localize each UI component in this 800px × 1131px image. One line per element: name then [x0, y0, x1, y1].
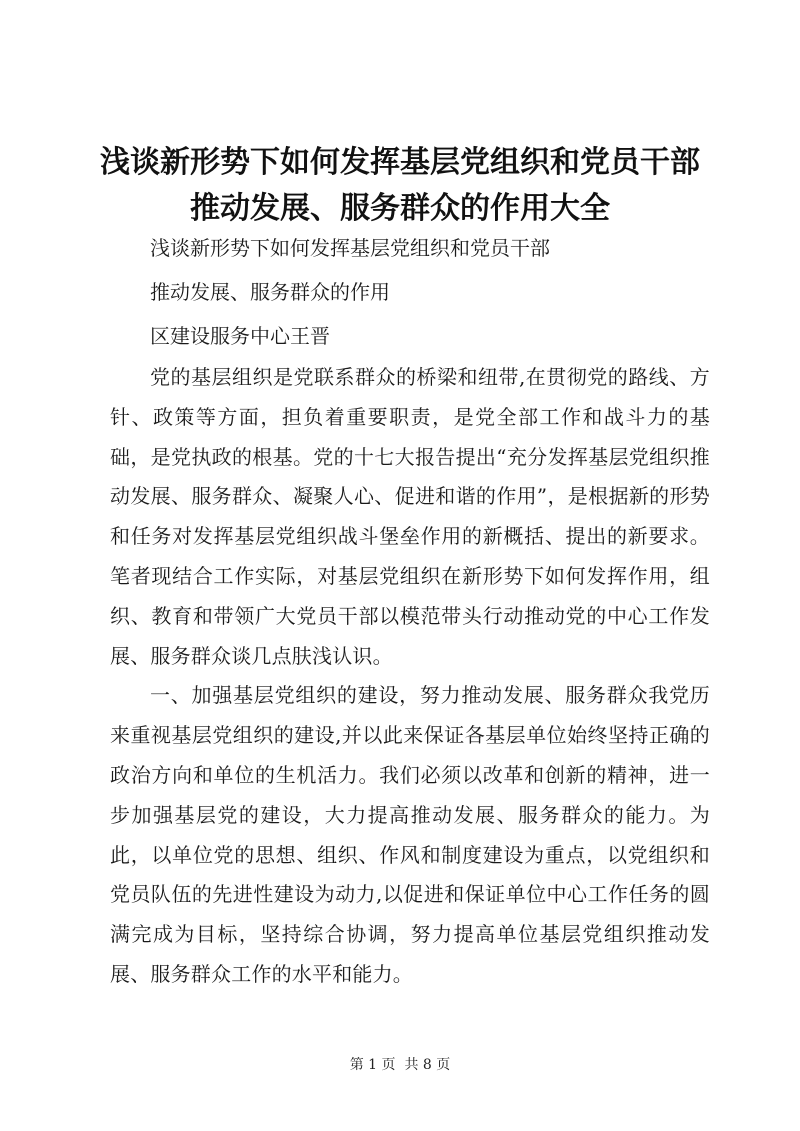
- title-line-2: 推动发展、服务群众的作用大全: [190, 191, 610, 226]
- paragraph-intro: 党的基层组织是党联系群众的桥梁和纽带,在贯彻党的路线、方针、政策等方面，担负着重要职责，是党全部工作和战斗力的基础，是党执政的根基。党的十七大报告提出“充分发挥基层党组织推动发展、服务群众、凝聚人心、促进和谐的作用”，是根据新的形势和任务对发挥基层党组织战斗堡垒作用的新概括、提出的新要求。笔者现结合工作实际，对基层党组织在新形势下如何发挥作用，组织、教育和带领广大党员干部以模范带头行动推动党的中心工作发展、服务群众谈几点肤浅认识。: [110, 365, 710, 668]
- document-title: [60, 140, 740, 232]
- title-line-1: 浅谈新形势下如何发挥基层党组织和党员干部: [100, 145, 700, 180]
- document-body: [110, 226, 710, 995]
- subtitle-line-2: 推动发展、服务群众的作用: [150, 280, 390, 304]
- page-footer: 第 1 页 共 8 页: [349, 1057, 451, 1073]
- paragraph-section-one: 一、加强基层党组织的建设，努力推动发展、服务群众我党历来重视基层党组织的建设,并以此来保证各基层单位始终坚持正确的政治方向和单位的生机活力。我们必须以改革和创新的精神，进一步加强基层党的建设，大力提高推动发展、服务群众的能力。为此，以单位党的思想、组织、作风和制度建设为重点，以党组织和党员队伍的先进性建设为动力,以促进和保证单位中心工作任务的圆满完成为目标，坚持综合协调，努力提高单位基层党组织推动发展、服务群众工作的水平和能力。: [110, 683, 710, 986]
- author-line: 区建设服务中心王晋: [150, 324, 330, 348]
- subtitle-line-1: 浅谈新形势下如何发挥基层党组织和党员干部: [150, 236, 550, 260]
